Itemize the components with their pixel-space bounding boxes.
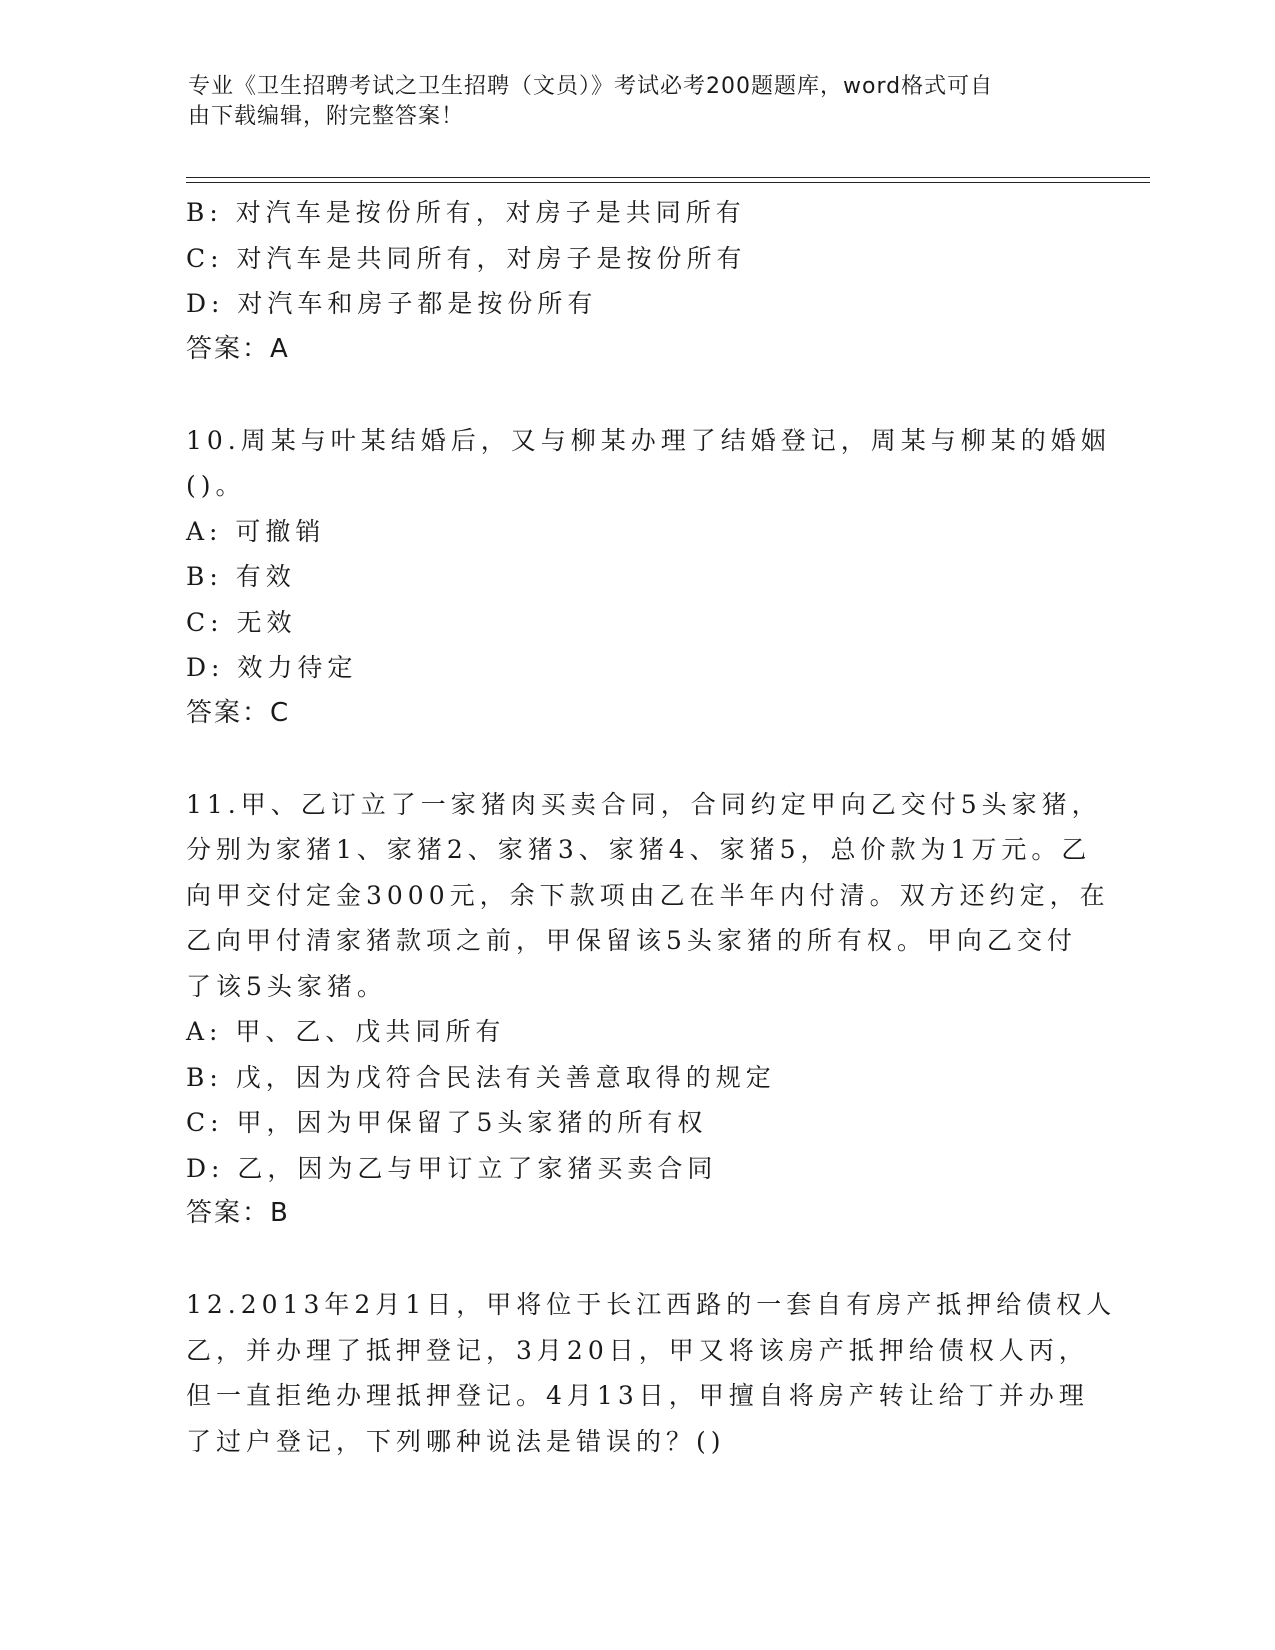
- spacer: [186, 736, 1086, 782]
- option-b: B: 戊，因为戊符合民法有关善意取得的规定: [186, 1062, 776, 1092]
- document-header: [188, 72, 1068, 132]
- option-b: B: 有效: [186, 562, 296, 591]
- question-stem: 了该5头家猪。: [186, 971, 387, 1001]
- answer: 答案：A: [186, 333, 290, 364]
- question-stem: 10.周某与叶某结婚后，又与柳某办理了结婚登记，周某与柳某的婚姻: [186, 425, 1111, 455]
- question-stem: 12.2013年2月1日，甲将位于长江西路的一套自有房产抵押给债权人: [186, 1290, 1117, 1319]
- question-12: [186, 1282, 1117, 1464]
- option-d: D: 对汽车和房子都是按份所有: [186, 289, 598, 318]
- question-10: [186, 418, 1111, 737]
- option-b: B: 对汽车是按份所有，对房子是共同所有: [186, 198, 746, 227]
- question-9-tail: [186, 190, 1086, 372]
- header-line-2: 由下载编辑，附完整答案！: [188, 104, 465, 129]
- option-d: D: 效力待定: [186, 653, 358, 682]
- question-stem: ()。: [186, 471, 246, 500]
- question-stem: 乙，并办理了抵押登记，3月20日，甲又将该房产抵押给债权人丙，: [186, 1335, 1089, 1365]
- option-d: D: 乙，因为乙与甲订立了家猪买卖合同: [186, 1153, 718, 1183]
- question-stem: 向甲交付定金3000元，余下款项由乙在半年内付清。双方还约定，在: [186, 880, 1110, 910]
- option-a: A: 可撤销: [186, 516, 326, 546]
- option-a: A: 甲、乙、戊共同所有: [186, 1017, 506, 1046]
- answer: 答案：C: [186, 697, 291, 728]
- option-c: C: 甲，因为甲保留了5头家猪的所有权: [186, 1108, 708, 1137]
- question-stem: 分别为家猪1、家猪2、家猪3、家猪4、家猪5，总价款为1万元。乙: [186, 835, 1092, 864]
- option-c: C: 无效: [186, 607, 297, 637]
- spacer: [186, 372, 1086, 418]
- question-stem: 11.甲、乙订立了一家猪肉买卖合同，合同约定甲向乙交付5头家猪，: [186, 789, 1102, 819]
- option-c: C: 对汽车是共同所有，对房子是按份所有: [186, 243, 747, 273]
- header-rule-top: [186, 177, 1150, 178]
- question-stem: 但一直拒绝办理抵押登记。4月13日，甲擅自将房产转让给丁并办理: [186, 1381, 1089, 1410]
- header-line-1: 专业《卫生招聘考试之卫生招聘（文员）》考试必考200题题库，word格式可自: [188, 74, 994, 99]
- question-stem: 乙向甲付清家猪款项之前，甲保留该5头家猪的所有权。甲向乙交付: [186, 926, 1077, 955]
- question-11: [186, 782, 1110, 1237]
- header-rule-bottom: [186, 182, 1150, 183]
- question-list: [186, 190, 1117, 1464]
- answer: 答案：B: [186, 1198, 290, 1228]
- question-stem: 了过户登记，下列哪种说法是错误的？(): [186, 1426, 726, 1456]
- spacer: [186, 1237, 1086, 1283]
